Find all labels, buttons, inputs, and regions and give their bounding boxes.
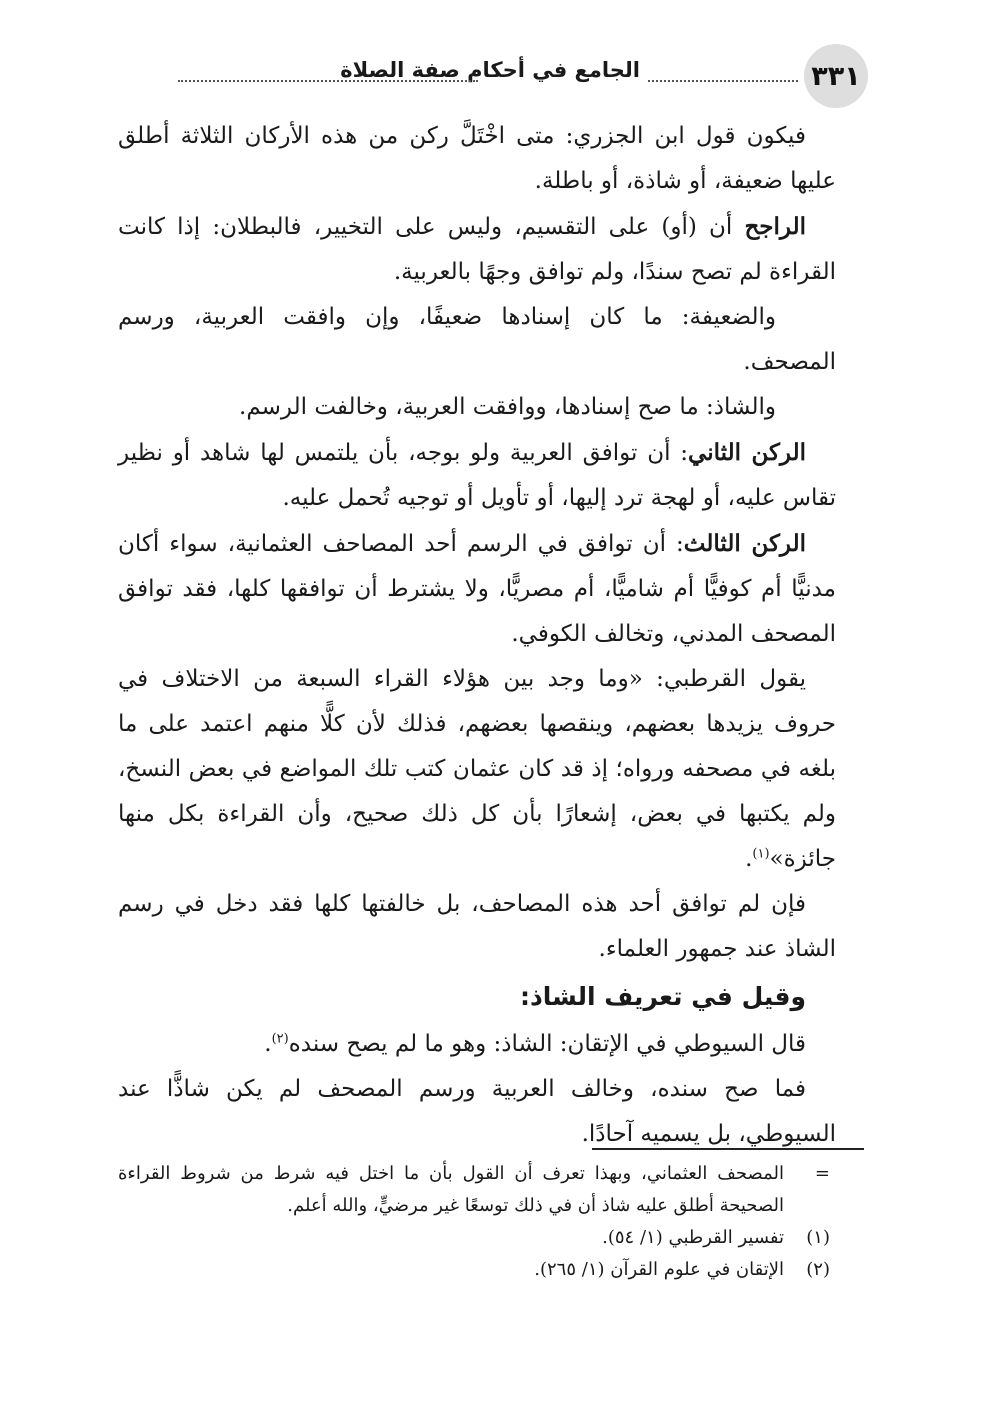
keyword-second-pillar: الركن الثاني <box>688 439 806 466</box>
footnote-1-mark: (١) <box>806 1227 830 1248</box>
keyword-rajih: الراجح <box>744 213 806 240</box>
paragraph-3: والضعيفة: ما كان إسنادها ضعيفًا، وإن وافقت العربية، ورسم المصحف. <box>118 304 836 375</box>
paragraph-9 <box>118 1022 836 1067</box>
keyword-third-pillar: الركن الثالث <box>683 530 806 557</box>
header-dotted-rule-right <box>648 80 798 82</box>
footnote-ref-2[interactable]: (٢) <box>271 1031 289 1047</box>
footnote-1-text: تفسير القرطبي (١/ ٥٤). <box>602 1227 784 1248</box>
paragraph-2-text: أن (أو) على التقسيم، وليس على التخيير، فالبطلان: إذا كانت القراءة لم تصح سندًا، ولم توافق وجهًا بالعربية. <box>118 214 836 285</box>
header-dotted-rule-left <box>178 80 478 82</box>
footnote-2 <box>118 1254 836 1286</box>
paragraph-1: فيكون قول ابن الجزري: متى اخْتَلَّ ركن من هذه الأركان الثلاثة أطلق عليها ضعيفة، أو شاذة، أو باطلة. <box>118 123 836 194</box>
paragraph-5-text: : أن توافق العربية ولو بوجه، بأن يلتمس لها شاهد أو نظير تقاس عليه، أو لهجة ترد إليها، أو تأويل أو توجيه تُحمل عليه. <box>118 440 836 511</box>
paragraph-8: فإن لم توافق أحد هذه المصاحف، بل خالفتها كلها فقد دخل في رسم الشاذ عند جمهور العلماء. <box>118 891 836 962</box>
page-header <box>108 44 868 108</box>
footnote-separator <box>592 1148 864 1150</box>
footnote-2-text: الإتقان في علوم القرآن (١/ ٢٦٥). <box>534 1259 784 1280</box>
paragraph-5 <box>118 430 836 521</box>
paragraph-2 <box>118 204 836 295</box>
paragraph-6-text: : أن توافق في الرسم أحد المصاحف العثمانية، سواء أكان مدنيًّا أم كوفيًّا أم شاميًّا، أم مصريًّا، ولا يشترط أن توافقها كلها، فقد توافق المصحف المدني، وتخالف الكوفي. <box>118 531 836 647</box>
footnote-continuation-text: المصحف العثماني، وبهذا تعرف أن القول بأن ما اختل فيه شرط من شروط القراءة الصحيحة أطلق عليه شاذ أن في ذلك توسعًا غير مرضيٍّ، والله أعلم. <box>118 1163 785 1216</box>
paragraph-6 <box>118 521 836 657</box>
paragraph-7-end: . <box>745 846 753 872</box>
footnote-continuation-mark: = <box>814 1163 830 1184</box>
paragraph-10: فما صح سنده، وخالف العربية ورسم المصحف لم يكن شاذًّا عند السيوطي، بل يسميه آحادًا. <box>118 1076 836 1147</box>
main-text <box>118 114 836 1157</box>
paragraph-4: والشاذ: ما صح إسنادها، ووافقت العربية، وخالفت الرسم. <box>239 394 776 420</box>
paragraph-9-text: قال السيوطي في الإتقان: الشاذ: وهو ما لم يصح سنده <box>288 1031 806 1057</box>
footnotes <box>118 1158 836 1286</box>
footnote-ref-1[interactable]: (١) <box>752 846 770 862</box>
paragraph-7 <box>118 657 836 882</box>
footnote-continuation <box>118 1158 836 1222</box>
paragraph-9-end: . <box>264 1031 272 1057</box>
page-number-badge: ٣٣١ <box>804 44 868 108</box>
footnote-1 <box>118 1222 836 1254</box>
paragraph-7-text: يقول القرطبي: «وما وجد بين هؤلاء القراء السبعة من الاختلاف في حروف يزيدها بعضهم، وينقصها بعضهم، فذلك لأن كلًّا منهم اعتمد على ما بلغه في مصحفه ورواه؛ إذ قد كان عثمان كتب تلك المواضع في بعض النسخ، ولم يكتبها في بعض، إشعارًا بأن كل ذلك صحيح، وأن القراءة بكل منها جائزة» <box>118 666 836 872</box>
section-heading: وقيل في تعريف الشاذ: <box>519 982 806 1011</box>
footnote-2-mark: (٢) <box>806 1259 830 1280</box>
running-title: الجامع في أحكام صفة الصلاة <box>340 58 640 82</box>
